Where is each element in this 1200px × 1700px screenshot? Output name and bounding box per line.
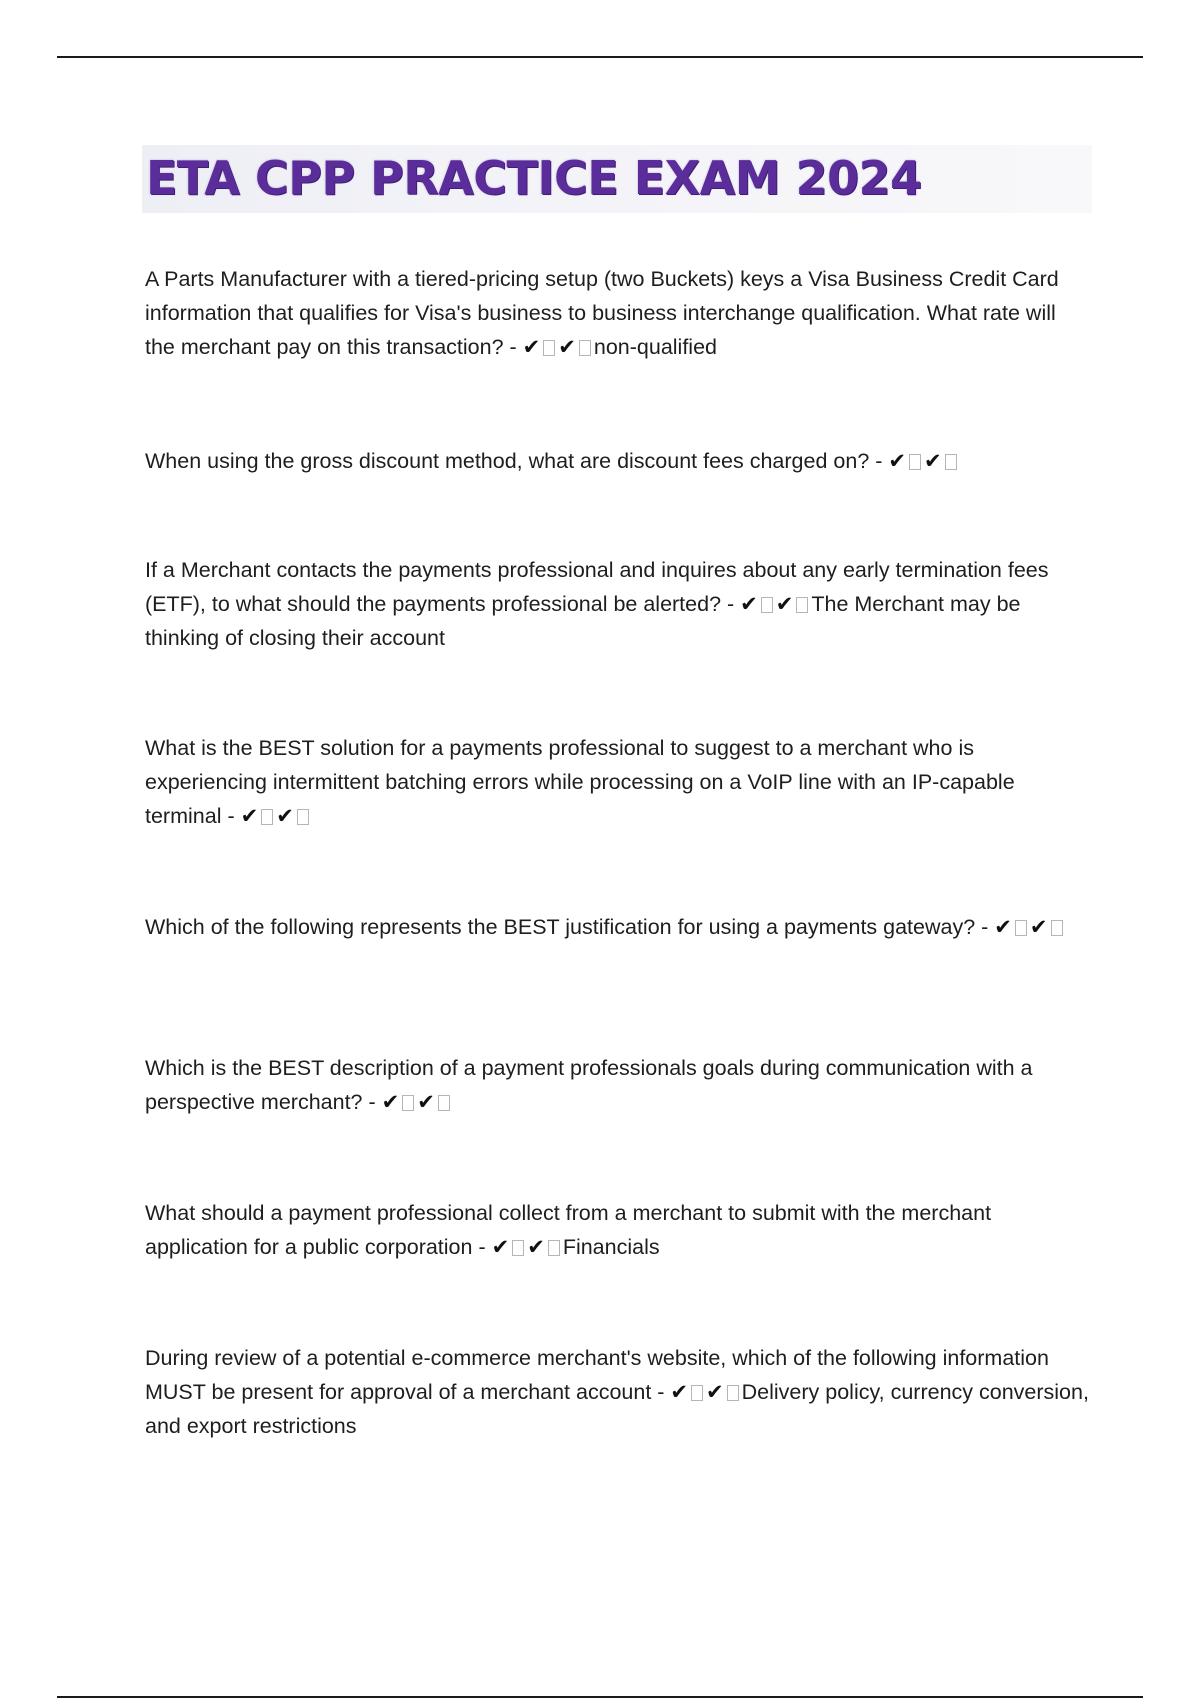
missing-glyph-box [297,809,309,825]
qa-item [145,910,1090,944]
answer-separator: - [472,1235,492,1259]
check-mark-icon: ✔ [1029,915,1048,939]
answer-separator: - [362,1090,382,1114]
check-mark-icon: ✔ [670,1380,689,1404]
qa-item [145,262,1090,364]
question-text: When using the gross discount method, what are discount fees charged on? [145,449,870,473]
missing-glyph-box [543,340,555,356]
question-text: A Parts Manufacturer with a tiered-pricing setup (two Buckets) keys a Visa Business Credit Card information that qualifies for Visa's business to business interchange qualification. What rate will the merchant pay on this transaction? [145,267,1059,359]
check-mark-icon: ✔ [924,449,942,473]
question-text: What should a payment professional collect from a merchant to submit with the merchant application for a public corporation [145,1201,992,1259]
answer-text: Delivery policy, currency conversion, and export restrictions [145,1380,1089,1438]
check-mark-icon: ✔ [994,915,1012,939]
missing-glyph-box [796,597,808,613]
missing-glyph-box [438,1095,450,1111]
qa-item [145,444,1090,478]
missing-glyph-box [261,809,273,825]
answer-separator: - [221,804,241,828]
question-text: What is the BEST solution for a payments professional to suggest to a merchant who is experiencing intermittent batching errors while processing on a VoIP line with an IP-capable terminal [145,736,1015,828]
missing-glyph-box [761,597,773,613]
answer-separator: - [975,915,995,939]
bottom-rule [57,1696,1143,1698]
check-mark-icon: ✔ [240,804,259,828]
answer-separator: - [869,449,889,473]
qa-item [145,553,1090,655]
missing-glyph-box [1015,920,1027,936]
question-text: During review of a potential e-commerce merchant's website, which of the following information MUST be present for approval of a merchant account [145,1346,1049,1404]
check-mark-icon: ✔ [558,335,576,359]
check-mark-icon: ✔ [522,335,541,359]
check-mark-icon: ✔ [381,1090,400,1114]
question-text: If a Merchant contacts the payments professional and inquires about any early termination fees (ETF), to what should the payments professional be alerted? [145,558,1049,616]
answer-text: Financials [562,1235,660,1259]
missing-glyph-box [548,1240,560,1256]
missing-glyph-box [579,340,591,356]
missing-glyph-box [512,1240,524,1256]
missing-glyph-box [402,1095,414,1111]
missing-glyph-box [945,454,957,470]
answer-separator: - [503,335,523,359]
check-mark-icon: ✔ [706,1380,724,1404]
check-mark-icon: ✔ [276,804,294,828]
check-mark-icon: ✔ [740,592,758,616]
question-text: Which of the following represents the BEST justification for using a payments gateway? [145,915,976,939]
missing-glyph-box [691,1385,703,1401]
top-rule [57,56,1143,58]
qa-item [145,1196,1090,1264]
qa-item [145,1341,1090,1443]
answer-text: The Merchant may be thinking of closing their account [145,592,1021,650]
page-title: ETA CPP PRACTICE EXAM 2024 [146,151,922,205]
qa-item [145,731,1090,833]
check-mark-icon: ✔ [417,1090,435,1114]
answer-separator: - [651,1380,671,1404]
missing-glyph-box [727,1385,739,1401]
check-mark-icon: ✔ [527,1235,545,1259]
answer-text: non-qualified [593,335,717,359]
check-mark-icon: ✔ [491,1235,510,1259]
answer-separator: - [721,592,741,616]
check-mark-icon: ✔ [775,592,794,616]
missing-glyph-box [909,454,921,470]
check-mark-icon: ✔ [888,449,906,473]
missing-glyph-box [1051,920,1063,936]
qa-item [145,1051,1090,1119]
question-text: Which is the BEST description of a payment professionals goals during communication with a perspective merchant? [145,1056,1033,1114]
